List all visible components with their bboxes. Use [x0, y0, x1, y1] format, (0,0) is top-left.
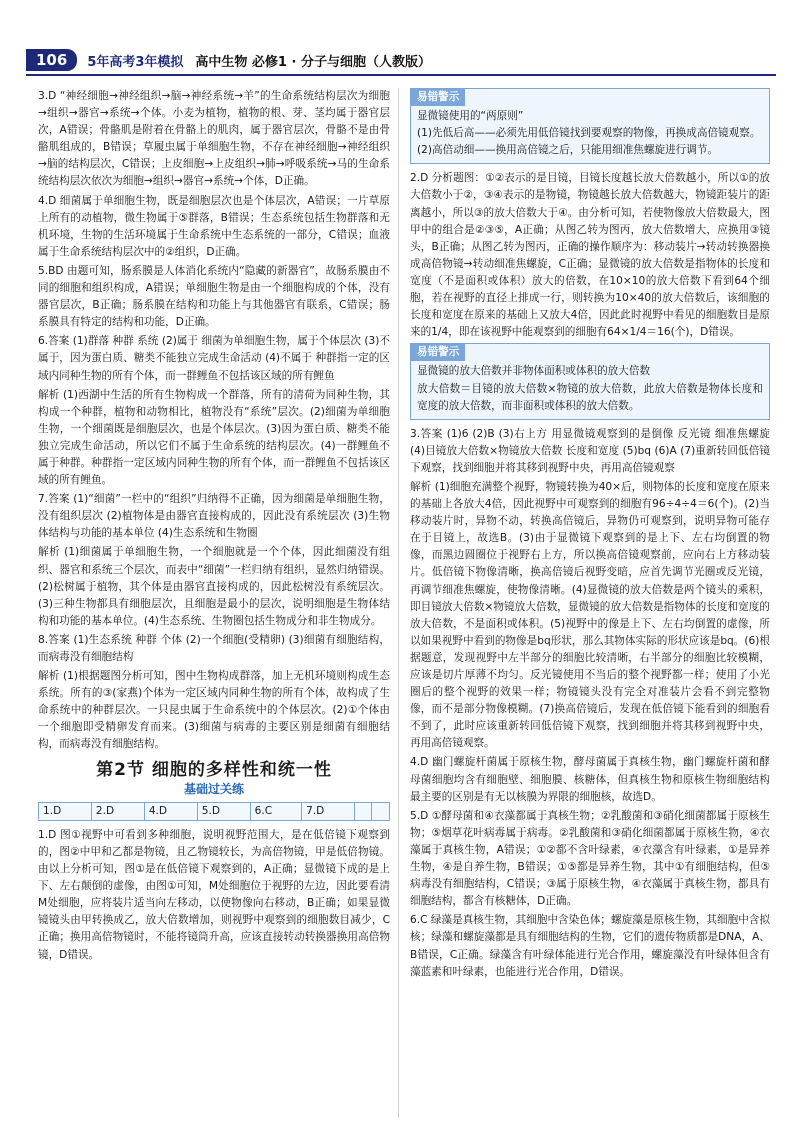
answer-q5: 5.BD 由题可知，肠系膜是人体消化系统内“隐藏的新器官”，故肠系膜由不同的细胞和组织构成，A错误；单细胞生物是由一个细胞构成的个体，没有器官层次，B正确；肠系膜在结构和功能上与其他器官有联系，C错误；肠系膜具有特定的结构和功能，D正确。: [38, 264, 390, 329]
answer-s6: 6.C 绿藻是真核生物，其细胞中含染色体；螺旋藻是原核生物，其细胞中含拟核；绿藻和螺旋藻都是具有细胞结构的生物，它们的遗传物质都是DNA，A、B错误，C正确。绿藻含有叶绿体能进行光合作用，螺旋藻没有叶绿体但含有藻蓝素和叶绿素，也能进行光合作用，D错误。: [410, 914, 770, 978]
warning-line: 放大倍数＝目镜的放大倍数×物镜的放大倍数，此放大倍数是物体长度和宽度的放大倍数，而非面积或体积的放大倍数。: [417, 382, 763, 412]
answer-q8: 8.答案 (1)生态系统 种群 个体 (2)一个细胞(受精卵) (3)细菌有细胞结构，而病毒没有细胞结构: [38, 633, 390, 663]
page-header: [26, 46, 776, 74]
answer-cell: 7.D: [302, 802, 355, 820]
answer-q7: 7.答案 (1)“细菌”一栏中的“组织”归纳得不正确，因为细菌是单细胞生物，没有组织层次 (2)植物体是由器官直接构成的，因此没有系统层次 (3)生物体结构与功能的基本单位 (4)生态系统和生物圈: [38, 493, 390, 540]
answer-cell: [372, 802, 390, 820]
answer-cell: 5.D: [197, 802, 250, 820]
answer-cell: 6.C: [250, 802, 301, 820]
warning-line: (2)高倍动细——换用高倍镜之后，只能用细准焦螺旋进行调节。: [417, 144, 719, 157]
section-subtitle: 基础过关练: [183, 781, 244, 796]
answer-s4: 4.D 幽门螺旋杆菌属于原核生物，酵母菌属于真核生物，幽门螺旋杆菌和酵母菌细胞均含有细胞壁、细胞膜、核糖体，但真核生物和原核生物细胞结构最主要的区别是有无以核膜为界限的细胞核，故选D。: [410, 756, 770, 803]
header-rule: [26, 74, 776, 76]
answer-s3: 3.答案 (1)6 (2)B (3)右上方 用显微镜观察到的是倒像 反光镜 细准焦螺旋 (4)目镜放大倍数×物镜放大倍数 长度和宽度 (5)bq (6)A (7)重新转回低倍镜下观察，找到细胞并将其移到视野中央，再用高倍镜观察: [410, 427, 770, 474]
column-divider: [398, 88, 399, 1118]
answer-q6: 6.答案 (1)群落 种群 系统 (2)属于 细菌为单细胞生物，属于个体层次 (3)不属于，因为蛋白质、糖类不能独立完成生命活动 (4)不属于 种群指一定的区域内同种生物的所有个体，而一群鲤鱼不包括该区域的所有鲤鱼: [38, 335, 390, 382]
series-title: 5年高考3年模拟: [87, 54, 184, 70]
section-title: 第2节 细胞的多样性和统一性: [96, 759, 332, 780]
answer-cell: 4.D: [144, 802, 197, 820]
warning-title: 易错警示: [411, 89, 465, 106]
warning-line: 显微镜的放大倍数并非物体面积或体积的放大倍数: [417, 365, 651, 378]
warning-body: [411, 361, 769, 418]
left-column: [38, 88, 390, 966]
answer-q4: 4.D 细菌属于单细胞生物，既是细胞层次也是个体层次，A错误；一片草原上所有的动植物，微生物属于⑤群落，B错误；生态系统包括生物群落和无机环境，生物的生活环境属于生命系统中生态系统的一部分，C错误；血液属于生命系统结构层次中的②组织，D正确。: [38, 194, 390, 258]
answer-cell: 2.D: [91, 802, 144, 820]
answer-q3: 3.D “神经细胞→神经组织→脑→神经系统→羊”的生命系统结构层次为细胞→组织→器官→系统→个体。小麦为植物，植物的根、芽、茎均属于器官层次，A错误；骨骼肌是附着在骨骼上的肌肉，属于器官层次，骨骼不是由骨骼肌组成的，B错误；草履虫属于单细胞生物，不存在神经细胞→神经组织→脑的结构层次，C错误；上皮细胞→上皮组织→肺→呼吸系统→马的生命系统结构层次依次为细胞→组织→器官→系统→个体，D正确。: [38, 90, 390, 188]
right-column: [410, 88, 770, 983]
analysis-s3: 解析 (1)细胞充满整个视野，物镜转换为40×后，则物体的长度和宽度在原来的基础上各放大4倍，因此视野中可观察到的细胞有96÷4÷4＝6(个)。(2)当移动装片时，异物不动，转换高倍镜后，异物仍可观察到，说明异物可能存在于目镜上，故选B。(3)由于显微镜下观察到的是上下、左右均倒置的物像，而黑边圆圈位于视野右上方，所以换高倍镜观察前，应向右上方移动装片。低倍镜下物像清晰，换高倍镜后视野变暗，应首先调节光圈或反光镜，再调节细准焦螺旋，使物像清晰。(4)显微镜的放大倍数是两个镜头的乘积，即目镜放大倍数×物镜放大倍数，显微镜的放大倍数是指物体的长度和宽度的放大倍数，不是面积或体积。(5)视野中的像是上下、左右均倒置的虚像，所以如果视野中看到的物像是bq形状，那么其物体实际的形状应该是bq。(6)根据题意，发现视野中左半部分的细胞比较清晰，右半部分的细胞比较模糊，应该是切片厚薄不均匀。反光镜使用不当后的整个视野都一样；使用了小光圈后的整个视野的效果一样；物镜镜头没有完全对准装片会看不到完整物像，而不是部分物像模糊。(7)换高倍镜后，发现在低倍镜下能看到的细胞看不到了，此时应该重新转回低倍镜下观察，找到细胞并将其移到视野中央，再用高倍镜观察。: [410, 480, 770, 750]
answer-cell: 1.D: [39, 802, 92, 820]
analysis-q6: 解析 (1)西湖中生活的所有生物构成一个群落，所有的清荷为同种生物，其构成一个种群，植物和动物相比，植物没有“系统”层次。(2)细菌为单细胞生物，一个细菌既是细胞层次，也是个体层次。(3)因为蛋白质、糖类不能独立完成生命活动，所以它们不属于生命系统的结构层次。(4)一群鲤鱼不属于种群。种群指一定区域内同种生物的所有个体，而一群鲤鱼不包括该区域的所有鲤鱼。: [38, 388, 390, 487]
answer-s1: 1.D 图①视野中可看到多种细胞，说明视野范围大，是在低倍镜下观察到的，图②中甲和乙都是物镜，且乙物镜较长，为高倍物镜，甲是低倍物镜。由以上分析可知，图①是在低倍镜下观察到的，A正确；显微镜下成的是上下、左右颠倒的虚像，由图①可知，M处细胞位于视野的左边，因此要看清M处细胞，应将装片适当向左移动，以使物像向右移动，B正确；如果显微镜镜头由甲转换成乙，放大倍数增加，则视野中观察到的细胞数目减少，C正确；换用高倍物镜时，不能将镜筒升高，应该直接转动转换器换用高倍物镜，D错误。: [38, 828, 390, 961]
warning-line: 显微镜使用的“两原则”: [417, 110, 524, 123]
analysis-q8: 解析 (1)根据题图分析可知，图中生物构成群落，加上无机环境则构成生态系统。所有的③(家燕)个体为一定区域内同种生物的所有个体，故构成了生命系统中的种群层次。一只昆虫属于生命系统中的个体层次。(2)①个体由一个细胞即受精卵发育而来。(3)细菌与病毒的主要区别是细菌有细胞结构，而病毒没有细胞结构。: [38, 670, 390, 751]
answer-cell: [354, 802, 371, 820]
warning-body: [411, 106, 769, 163]
warning-box: [410, 88, 770, 164]
answer-table: [38, 802, 390, 821]
warning-line: (1)先低后高——必须先用低倍镜找到要观察的物像，再换成高倍镜观察。: [417, 127, 761, 140]
analysis-q7: 解析 (1)细菌属于单细胞生物，一个细胞就是一个个体，因此细菌没有组织、器官和系统三个层次，而表中“细菌”一栏归纳有组织，显然归纳错误。(2)松树属于植物，其个体是由器官直接构成的，因此松树没有系统层次。(3)三种生物都具有细胞层次，且细胞是最小的层次，说明细胞是生物体结构和功能的基本单位。(4)生态系统、生物圈包括生物成分和非生物成分。: [38, 546, 390, 627]
page-number: 106: [26, 49, 77, 71]
warning-title: 易错警示: [411, 344, 465, 361]
warning-box: [410, 343, 770, 419]
answer-s2: 2.D 分析题图：①②表示的是目镜，目镜长度越长放大倍数越小，所以①的放大倍数小于②，③④表示的是物镜，物镜越长放大倍数越大，物镜距装片的距离越小，所以③的放大倍数大于④。由分析可知，若使物像放大倍数最大，图甲中的组合是②③⑤，A正确；从图乙转为图丙，放大倍数增大，应换用③镜头，B正确；从图乙转为图丙，正确的操作顺序为：移动装片→转动转换器换成高倍物镜→转动细准焦螺旋，C正确；显微镜的放大倍数是指物体的长度和宽度（不是面积或体积）放大的倍数，在10×10的放大倍数下看到64个细胞，若在视野的直径上排成一行，则转换为10×40的放大倍数后，该细胞的长度和宽度在原来的基础上又放大4倍，因此此时视野中看见的细胞数目是原来的1/4，即在该视野中能观察到的细胞有64×1/4＝16(个)，D错误。: [410, 172, 770, 339]
answer-s5: 5.D ①酵母菌和④衣藻都属于真核生物；②乳酸菌和③硝化细菌都属于原核生物；⑤烟草花叶病毒属于病毒。②乳酸菌和③硝化细菌都属于原核生物，④衣藻属于真核生物，A错误；①②都不含叶绿素，④衣藻含有叶绿素，①是异养生物，④是自养生物，B错误；①⑤都是异养生物，其中①有细胞结构，但⑤病毒没有细胞结构，C错误；③属于原核生物，④衣藻属于真核生物，都具有细胞结构，都含有核糖体，D正确。: [410, 809, 770, 908]
book-title: 高中生物 必修1 · 分子与细胞（人教版）: [195, 54, 431, 70]
